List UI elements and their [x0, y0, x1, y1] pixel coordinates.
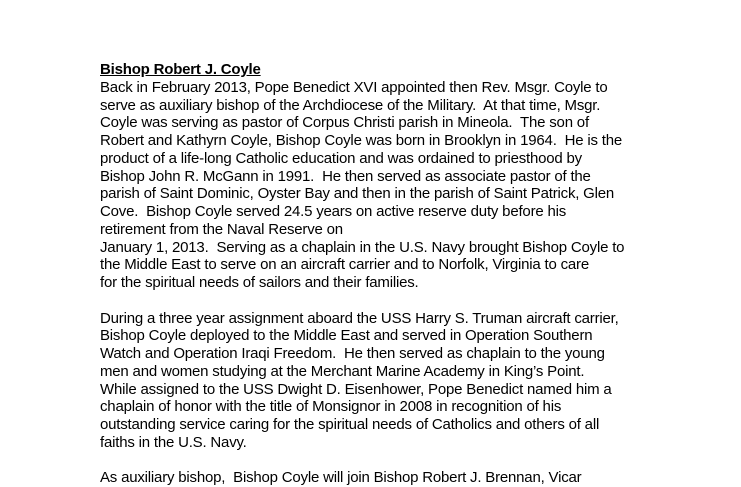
text-line: Robert and Kathyrn Coyle, Bishop Coyle was born in Brooklyn in 1964. He is the	[100, 132, 622, 149]
document-heading: Bishop Robert J. Coyle	[100, 61, 261, 78]
text-line: the Middle East to serve on an aircraft carrier and to Norfolk, Virginia to care	[100, 256, 589, 274]
paragraph-1	[100, 79, 700, 292]
text-line: Coyle was serving as pastor of Corpus Christi parish in Mineola. The son of	[100, 114, 589, 132]
text-line: Bishop John R. McGann in 1991. He then served as associate pastor of the	[100, 167, 591, 185]
text-line: Bishop Coyle deployed to the Middle East and served in Operation Southern	[100, 327, 593, 345]
document-page	[100, 61, 700, 487]
text-line: faiths in the U.S. Navy.	[100, 433, 247, 451]
text-line: Back in February 2013, Pope Benedict XVI appointed then Rev. Msgr. Coyle to	[100, 78, 608, 96]
text-line: January 1, 2013. Serving as a chaplain in the U.S. Navy brought Bishop Coyle to	[100, 238, 625, 256]
text-line: Cove. Bishop Coyle served 24.5 years on active reserve duty before his	[100, 203, 567, 220]
text-line: product of a life-long Catholic education and was ordained to priesthood by	[100, 149, 582, 167]
text-line: parish of Saint Dominic, Oyster Bay and then in the parish of Saint Patrick, Glen	[100, 185, 615, 203]
text-line: for the spiritual needs of sailors and their families.	[100, 274, 419, 291]
text-line: serve as auxiliary bishop of the Archdiocese of the Military. At that time, Msgr.	[100, 96, 601, 114]
text-line: As auxiliary bishop, Bishop Coyle will join Bishop Robert J. Brennan, Vicar	[100, 469, 582, 487]
text-line: Watch and Operation Iraqi Freedom. He then served as chaplain to the young	[100, 345, 605, 362]
text-line: outstanding service caring for the spiritual needs of Catholics and others of all	[100, 416, 600, 433]
text-line: chaplain of honor with the title of Monsignor in 2008 in recognition of his	[100, 398, 562, 416]
paragraph-2	[100, 310, 700, 452]
text-line: While assigned to the USS Dwight D. Eisenhower, Pope Benedict named him a	[100, 380, 612, 398]
text-line: During a three year assignment aboard the USS Harry S. Truman aircraft carrier,	[100, 309, 619, 327]
text-line: men and women studying at the Merchant Marine Academy in King’s Point.	[100, 362, 585, 380]
paragraph-3	[100, 469, 700, 487]
text-line: retirement from the Naval Reserve on	[100, 220, 343, 238]
